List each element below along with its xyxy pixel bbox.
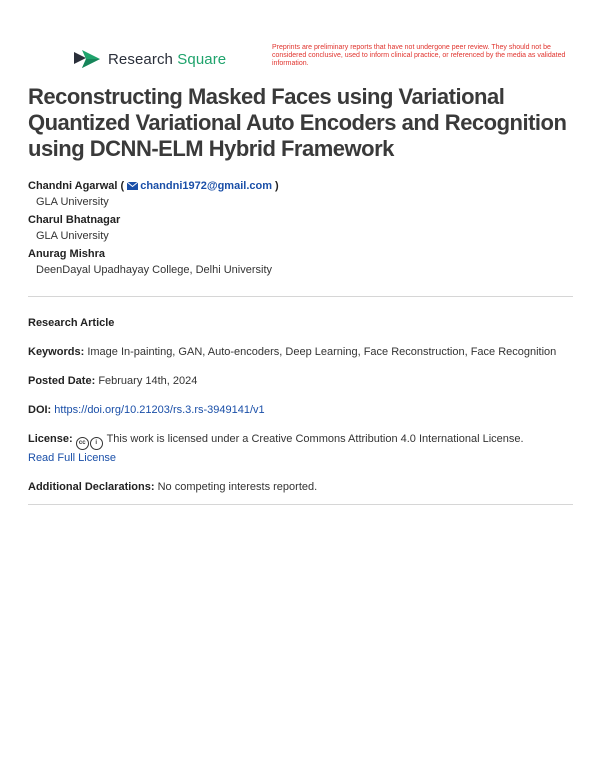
author-affiliation: DeenDayal Upadhayay College, Delhi University bbox=[36, 264, 273, 276]
header bbox=[72, 44, 572, 74]
author-name: Anurag Mishra bbox=[28, 248, 106, 260]
author-name: Chandni Agarwal ( chandni1972@gmail.com ) bbox=[28, 180, 279, 192]
author-affiliation: GLA University bbox=[36, 230, 109, 242]
doi-link[interactable]: https://doi.org/10.21203/rs.3.rs-3949141/v1 bbox=[54, 404, 265, 416]
keywords: Keywords: Image In-painting, GAN, Auto-encoders, Deep Learning, Face Reconstruction, Face Recognition bbox=[28, 346, 557, 358]
read-full-license-link[interactable]: Read Full License bbox=[28, 452, 117, 464]
author-affiliation: GLA University bbox=[36, 196, 109, 208]
author-list bbox=[28, 179, 578, 281]
posted-date: Posted Date: February 14th, 2024 bbox=[28, 375, 198, 387]
page-title: Reconstructing Masked Faces using Variational Quantized Variational Auto Encoders and Recognition using DCNN-ELM Hybrid Framework bbox=[28, 84, 567, 161]
article-type: Research Article bbox=[28, 317, 115, 329]
divider bbox=[28, 296, 573, 297]
author-name: Charul Bhatnagar bbox=[28, 214, 121, 226]
research-square-logo[interactable] bbox=[72, 48, 226, 70]
research-square-logo-icon bbox=[72, 48, 102, 70]
divider bbox=[28, 504, 573, 505]
license: License: cc i This work is licensed under a Creative Commons Attribution 4.0 International License. Read Full License bbox=[28, 433, 524, 464]
additional-declarations: Additional Declarations: No competing interests reported. bbox=[28, 481, 318, 493]
envelope-icon bbox=[127, 182, 138, 190]
doi: DOI: https://doi.org/10.21203/rs.3.rs-3949141/v1 bbox=[28, 404, 265, 416]
logo-text: Research Square bbox=[108, 50, 227, 68]
attribution-icon: i bbox=[90, 437, 103, 450]
author-email-link[interactable]: chandni1972@gmail.com bbox=[127, 180, 272, 192]
preprint-notice: Preprints are preliminary reports that have not undergone peer review. They should not be considered conclusive, used to inform clinical practice, or referenced by the media as validated information. bbox=[272, 44, 566, 67]
cc-icon: cc bbox=[76, 437, 89, 450]
